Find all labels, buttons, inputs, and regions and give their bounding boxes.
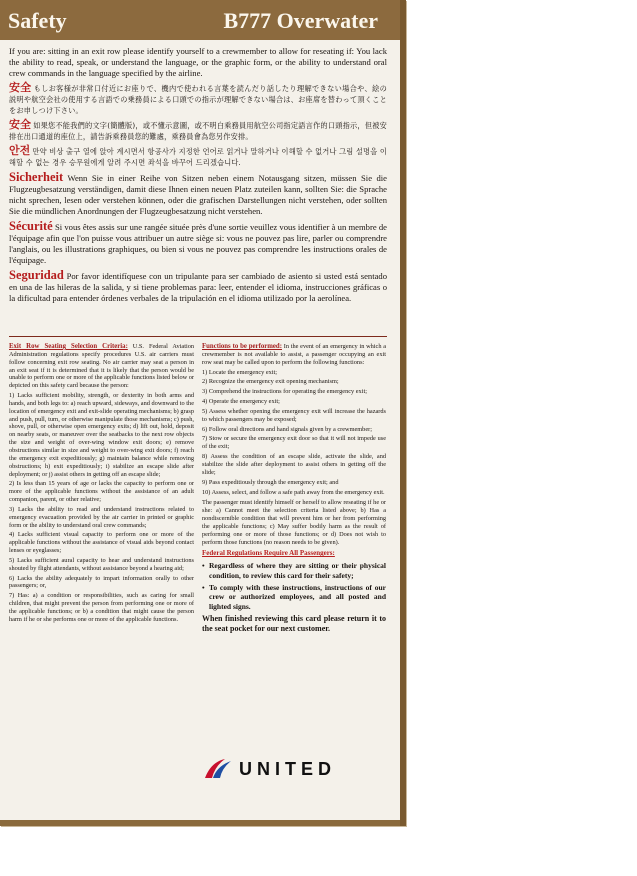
function-item-9: 9) Pass expeditiously through the emergency exit; and: [202, 478, 339, 486]
united-wordmark: UNITED: [239, 759, 336, 779]
function-item-3: 3) Comprehend the instructions for operating the emergency exit;: [202, 388, 367, 396]
function-item-8: 8) Assess the condition of an escape slide, activate the slide, and stabilize the slide after deployment to assist others in getting off the slide;: [202, 453, 386, 476]
criteria-item-1: 1) Lacks sufficient mobility, strength, or dexterity in both arms and hands, and both legs to: a) reach upward, sideways, and downward to the location of emergency exit and exit-slide operating mechanisms; b) grasp and push, pull, turn, or otherwise manipulate those mechanisms; c) push, shove, pull, or otherwise open emergency exits; d) lift out, hold, deposit on nearby seats, or maneuver over the seatbacks to the next row objects the size and weight of over-wing window exit doors; e) remove obstructions similar in size and weight to over-wing exit doors; f) reach the emergency exit expeditiously; g) maintain balance while removing obstructions; h) exit expeditiously; i) stabilize an escape slide after deployment; or j) assist others in getting off an escape slide;: [9, 392, 194, 478]
chinese-notice: [9, 120, 387, 142]
functions-column: [202, 343, 386, 636]
korean-notice: [9, 146, 387, 168]
return-card-notice: When finished reviewing this card please return it to the seat pocket for our next customer.: [202, 614, 386, 634]
requirement-item-1: • Regardless of where they are sitting or their physical condition, to review this card for their safety;: [202, 561, 386, 580]
federal-regulations-heading: Federal Regulations Require All Passengers:: [202, 549, 335, 558]
function-item-1: 1) Locate the emergency exit;: [202, 368, 278, 376]
french-notice: [9, 221, 387, 266]
korean-text: 만약 비상 출구 열에 앉아 계시면서 항공사가 지정한 언어로 읽거나 말하거나 이해할 수 없거나 그림 설명을 이해할 수 없는 경우 승무원에게 알려 주시면 좌석을 바꾸어 드리겠습니다.: [9, 147, 387, 167]
function-item-7: 7) Stow or secure the emergency exit door so that it will not impede use of the exit;: [202, 435, 386, 451]
function-item-6: 6) Follow oral directions and hand signals given by a crewmember;: [202, 425, 372, 433]
function-item-5: 5) Assess whether opening the emergency exit will increase the hazards to which passengers may be exposed;: [202, 407, 386, 423]
french-heading: Sécurité: [9, 219, 53, 233]
german-text: Wenn Sie in einer Reihe von Sitzen neben einem Notausgang sitzen, müssen Sie die Flugzeugbesatzung verständigen, damit diese Ihnen einen neuen Platz zuteilen kann, sollten Sie: die Sprache nicht sprechen, lesen oder verstehen können, oder die grafischen Darstellungen nicht verstehen, oder sollten Sie die mündlichen Anordnungen der Flugzeugbesatzung nicht verstehen.: [9, 173, 387, 216]
header-aircraft-label: B777 Overwater: [223, 8, 378, 33]
function-item-4: 4) Operate the emergency exit;: [202, 398, 280, 406]
functions-intro: [202, 343, 386, 367]
requirement-item-2: • To comply with these instructions, instructions of our crew or authorized employees, and all posted and lighted signs.: [202, 583, 386, 611]
spanish-notice: [9, 270, 387, 304]
united-tulip-icon: [203, 758, 233, 780]
criteria-intro-text: U.S. Federal Aviation Administration regulations specify procedures U.S. air carriers must follow concerning exit row seating. No air carrier may seat a person in an exit seat if it is determined that it is likely that the person would be unable to perform one or more of the applicable functions listed below or depicted on this safety card because the person:: [9, 343, 194, 390]
criteria-item-2: 2) Is less than 15 years of age or lacks the capacity to perform one or more of the applicable functions without the assistance of an adult companion, parent, or other relative;: [9, 480, 194, 504]
english-notice: If you are: sitting in an exit row please identify yourself to a crewmember to allow for reseating if: You lack the ability to read, speak, or understand the language, or the graphic form, or the ability to understand oral crew commands in the language specified by the airline.: [9, 46, 387, 78]
german-heading: Sicherheit: [9, 170, 64, 184]
criteria-item-5: 5) Lacks sufficient aural capacity to hear and understand instructions shouted by flight attendants, without assistance beyond a hearing aid;: [9, 556, 194, 572]
korean-heading: 안전: [9, 145, 31, 157]
criteria-title: Exit Row Seating Selection Criteria:: [9, 343, 128, 350]
criteria-item-6: 6) Lacks the ability adequately to impart information orally to other passengers; or,: [9, 574, 194, 590]
chinese-heading: 安全: [9, 119, 32, 131]
exit-row-criteria-column: [9, 343, 194, 626]
german-notice: [9, 172, 387, 217]
criteria-intro: [9, 343, 194, 390]
section-divider: [9, 336, 387, 337]
spanish-heading: Seguridad: [9, 268, 64, 282]
japanese-heading: 安全: [9, 82, 32, 94]
functions-intro-text: In the event of an emergency in which a crewmember is not available to assist, a passenger occupying an exit row seat may be called upon to perform the following functions:: [202, 343, 387, 366]
function-item-10: 10) Assess, select, and follow a safe path away from the emergency exit.: [202, 488, 385, 496]
card-edge: [400, 0, 406, 826]
criteria-item-3: 3) Lacks the ability to read and understand instructions related to emergency evacuation provided by the air carrier in printed or graphic form or the ability to understand oral crew commands;: [9, 505, 194, 529]
passenger-reseating-note: The passenger must identify himself or herself to allow reseating if he or she: a) Cannot meet the selection criteria listed above; b) Has a nondiscernible condition that will prevent him or her from performing the applicable functions; c) May suffer bodily harm as the result of performing one or more of those functions; or d) Does not wish to perform those functions (no reason needs to be given).: [202, 499, 386, 546]
chinese-text: 如果您不能我們的文字(簡體版)，或不懂示意圖，或不明白乘務員用航空公司指定語言作的口頭指示，但被安排在出口通道的座位上，請告訴乘務員您的難處，乘務員會為您另作安排。: [9, 121, 388, 141]
function-item-2: 2) Recognize the emergency exit opening mechanism;: [202, 378, 339, 386]
header-safety-label: Safety: [8, 8, 67, 33]
criteria-item-4: 4) Lacks sufficient visual capacity to perform one or more of the applicable functions without the assistance of visual aids beyond contact lenses or eyeglasses;: [9, 531, 194, 555]
united-logo: [203, 758, 387, 780]
multilingual-intro: [9, 46, 387, 308]
functions-title: Functions to be performed:: [202, 343, 282, 350]
criteria-item-7: 7) Has: a) a condition or responsibilities, such as caring for small children, that might prevent the person from performing one or more of the applicable functions; or b) a condition that might cause the person harm if he or she performs one or more of the applicable functions.: [9, 592, 194, 623]
japanese-text: もしお客様が非常口付近にお座りで、機内で使われる言葉を読んだり話したり理解できない場合や、絵の説明や航空会社の使用する言語での乗務員による口頭での指示が理解できない場合は、お座席を替わって頂くことをお申しつけ下さい。: [9, 84, 388, 115]
spanish-text: Por favor identifíquese con un tripulante para ser cambiado de asiento si usted está sentado en una de las hileras de la salida, y si tiene problemas para: leer, entender el idioma, instrucciones gráficas o la dificultad para entender órdenes verbales de la tripulación en el idioma utilizado por la aerolínea.: [9, 271, 388, 303]
french-text: Si vous êtes assis sur une rangée située près d'une sortie veuillez vous identifier à un membre de l'équipage afin que l'on puisse vous attribuer un autre siège si: vous ne pouvez pas lire, parler ou comprendre l'anglais, ou les illustrations graphiques, ou bien si vous ne pouvez pas comprendre les instructions orales de l'équipage.: [9, 222, 387, 265]
japanese-notice: [9, 83, 387, 116]
card-header: [0, 0, 400, 40]
federal-requirements-list: [202, 561, 386, 611]
